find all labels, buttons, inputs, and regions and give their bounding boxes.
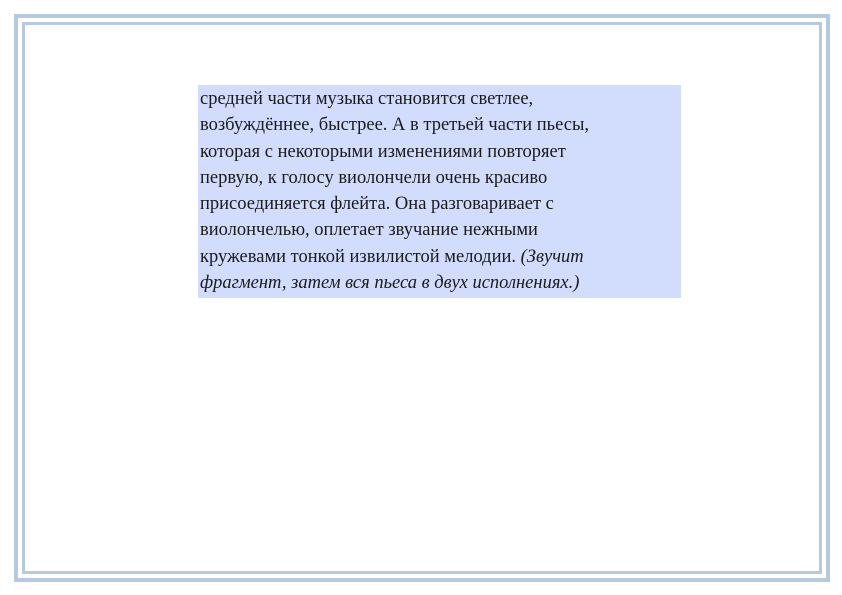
- stage-direction-start: (Звучит: [520, 246, 584, 267]
- text-line-6: виолончелью, оплетает звучание нежными: [200, 220, 538, 241]
- text-line-5: присоединяется флейта. Она разговаривает с: [200, 194, 554, 215]
- text-line-3: которая с некоторыми изменениями повторяет: [200, 141, 566, 162]
- highlighted-text-block: [198, 85, 681, 298]
- text-line-7-regular: кружевами тонкой извилистой мелодии.: [200, 246, 521, 267]
- text-line-2: возбуждённее, быстрее. А в третьей части пьесы,: [200, 115, 590, 136]
- text-line-1: средней части музыка становится светлее,: [200, 89, 534, 109]
- stage-direction-end: фрагмент, затем вся пьеса в двух исполнениях.): [200, 273, 580, 294]
- text-line-7: [200, 244, 679, 270]
- text-line-4: первую, к голосу виолончели очень красиво: [200, 167, 548, 188]
